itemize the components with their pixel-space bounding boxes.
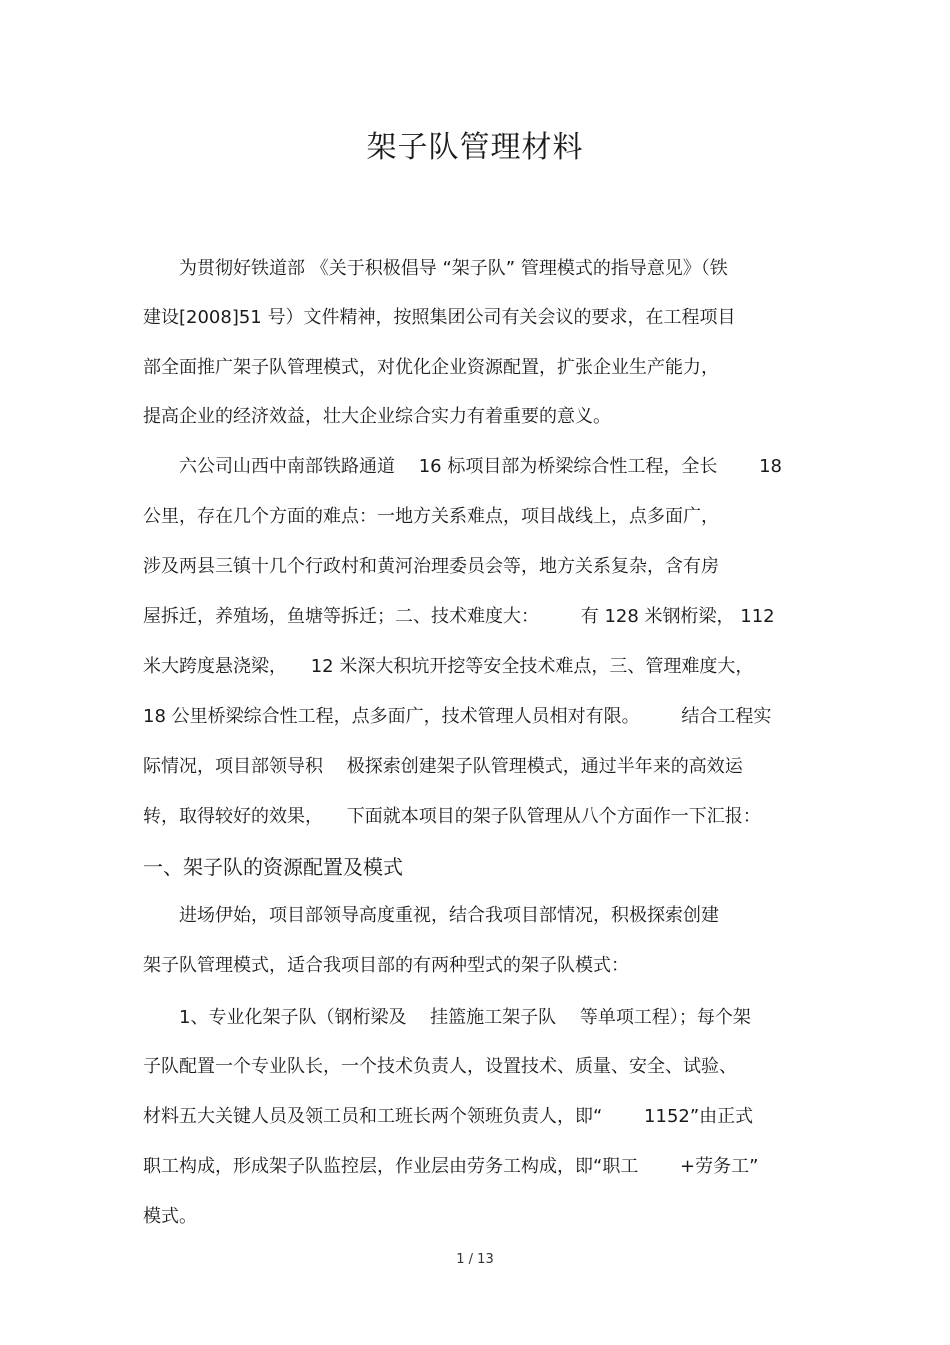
paragraph-line: 子队配置一个专业队长，一个技术负责人，设置技术、质量、安全、试验、 [143, 1056, 737, 1077]
paragraph-line: 1、专业化架子队（钢桁梁及 挂篮施工架子队 等单项工程）；每个架 [143, 1007, 751, 1028]
paragraph-line: 屋拆迁，养殖场，鱼塘等拆迁；二、技术难度大： 有 128 米钢桁梁， 112 [143, 606, 775, 627]
page-number: 1 / 13 [456, 1252, 494, 1267]
paragraph-line: 六公司山西中南部铁路通道 16 标项目部为桥梁综合性工程，全长 18 [143, 456, 782, 477]
section-heading: 一、架子队的资源配置及模式 [143, 855, 403, 879]
paragraph-line: 18 公里桥梁综合性工程，点多面广，技术管理人员相对有限。 结合工程实 [143, 706, 772, 727]
paragraph-line: 材料五大关键人员及领工员和工班长两个领班负责人，即“ 1152”由正式 [143, 1106, 754, 1127]
paragraph-line: 公里，存在几个方面的难点：一地方关系难点，项目战线上，点多面广， [143, 506, 719, 527]
paragraph-line: 米大跨度悬浇梁， 12 米深大积坑开挖等安全技术难点，三、管理难度大， [143, 656, 754, 677]
paragraph-line: 际情况，项目部领导积 极探索创建架子队管理模式，通过半年来的高效运 [143, 756, 743, 777]
paragraph-line: 涉及两县三镇十几个行政村和黄河治理委员会等，地方关系复杂，含有房 [143, 556, 719, 577]
paragraph-line: 架子队管理模式，适合我项目部的有两种型式的架子队模式： [143, 955, 629, 976]
paragraph-line: 模式。 [143, 1206, 197, 1227]
paragraph-line: 建设[2008]51 号）文件精神，按照集团公司有关会议的要求，在工程项目 [143, 307, 736, 328]
paragraph-line: 提高企业的经济效益，壮大企业综合实力有着重要的意义。 [143, 406, 611, 427]
page-title: 架子队管理材料 [366, 130, 584, 165]
paragraph-line: 进场伊始，项目部领导高度重视，结合我项目部情况，积极探索创建 [143, 905, 719, 926]
paragraph-line: 职工构成，形成架子队监控层，作业层由劳务工构成，即“职工 +劳务工” [143, 1156, 759, 1177]
paragraph-line: 部全面推广架子队管理模式，对优化企业资源配置，扩张企业生产能力， [143, 357, 719, 378]
paragraph-line: 为贯彻好铁道部 《关于积极倡导 “架子队” 管理模式的指导意见》（铁 [143, 258, 728, 279]
paragraph-line: 转，取得较好的效果， 下面就本项目的架子队管理从八个方面作一下汇报： [143, 806, 761, 827]
